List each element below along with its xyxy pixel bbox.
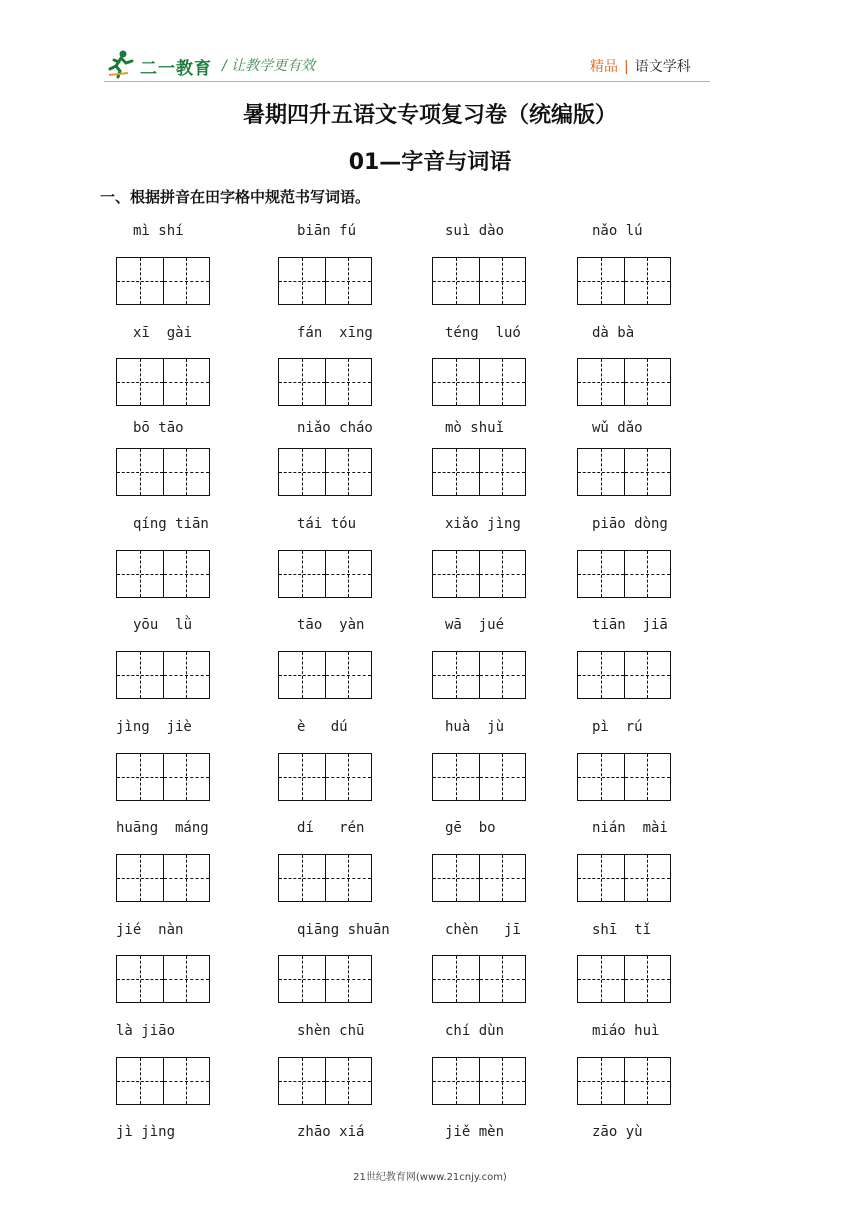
tianzige-cell[interactable] <box>479 258 526 304</box>
tianzige-cell[interactable] <box>117 754 163 800</box>
tianzige-cell[interactable] <box>325 258 372 304</box>
tianzige-answer-box[interactable] <box>432 955 526 1003</box>
tianzige-cell[interactable] <box>163 1058 210 1104</box>
pinyin-label: dà bà <box>592 325 635 341</box>
tianzige-answer-box[interactable] <box>577 854 671 902</box>
pinyin-label: bō tāo <box>133 420 184 436</box>
tianzige-cell[interactable] <box>325 956 372 1002</box>
pinyin-label: tiān jiā <box>592 617 668 633</box>
tianzige-cell[interactable] <box>163 258 210 304</box>
page-subtitle: 01—字音与词语 <box>348 150 512 175</box>
page-title: 暑期四升五语文专项复习卷（统编版） <box>242 103 617 128</box>
pinyin-label: wā jué <box>445 617 505 633</box>
tianzige-cell[interactable] <box>117 551 163 597</box>
tianzige-cell[interactable] <box>479 652 526 698</box>
tianzige-answer-box[interactable] <box>432 1057 526 1105</box>
tianzige-cell[interactable] <box>163 652 210 698</box>
pinyin-label: shī tǐ <box>592 922 652 938</box>
tianzige-answer-box[interactable] <box>116 358 210 406</box>
runner-logo-icon <box>106 49 136 79</box>
tianzige-cell[interactable] <box>163 359 210 405</box>
pinyin-label: zāo yù <box>592 1124 643 1140</box>
tianzige-cell[interactable] <box>624 754 671 800</box>
tianzige-cell[interactable] <box>624 359 671 405</box>
pinyin-label: tāo yàn <box>297 617 365 633</box>
brand-slogan: / 让教学更有效 <box>222 58 316 74</box>
section-heading: 一、根据拼音在田字格中规范书写词语。 <box>100 188 371 206</box>
subject-tag <box>590 56 691 76</box>
pinyin-label: xī gài <box>133 325 193 341</box>
tianzige-cell[interactable] <box>163 449 210 495</box>
tianzige-cell[interactable] <box>433 652 479 698</box>
tianzige-cell[interactable] <box>279 258 325 304</box>
tianzige-cell[interactable] <box>479 551 526 597</box>
tianzige-cell[interactable] <box>433 258 479 304</box>
tianzige-cell[interactable] <box>578 1058 624 1104</box>
tianzige-cell[interactable] <box>279 551 325 597</box>
pinyin-label: shèn chū <box>297 1023 365 1039</box>
brand-name: 二一教育 <box>140 59 212 79</box>
tianzige-answer-box[interactable] <box>278 854 372 902</box>
tianzige-cell[interactable] <box>433 1058 479 1104</box>
tianzige-cell[interactable] <box>325 551 372 597</box>
premium-label: 精品 <box>590 59 618 75</box>
tianzige-cell[interactable] <box>433 855 479 901</box>
tianzige-answer-box[interactable] <box>432 448 526 496</box>
tianzige-cell[interactable] <box>479 956 526 1002</box>
pinyin-label: mò shuǐ <box>445 420 505 436</box>
tianzige-cell[interactable] <box>163 754 210 800</box>
tianzige-cell[interactable] <box>117 652 163 698</box>
tianzige-cell[interactable] <box>624 449 671 495</box>
page-footer: 21世纪教育网(www.21cnjy.com) <box>353 1172 507 1183</box>
tianzige-answer-box[interactable] <box>278 257 372 305</box>
tianzige-cell[interactable] <box>117 1058 163 1104</box>
tianzige-cell[interactable] <box>279 449 325 495</box>
tianzige-cell[interactable] <box>479 359 526 405</box>
tianzige-cell[interactable] <box>578 551 624 597</box>
tianzige-answer-box[interactable] <box>432 550 526 598</box>
pinyin-label: chí dùn <box>445 1023 505 1039</box>
pinyin-label: huà jù <box>445 719 505 735</box>
tianzige-cell[interactable] <box>479 855 526 901</box>
tianzige-cell[interactable] <box>433 551 479 597</box>
pinyin-label: yōu lǜ <box>133 617 193 633</box>
pinyin-label: è dú <box>297 719 348 735</box>
pinyin-label: biān fú <box>297 223 357 239</box>
tianzige-answer-box[interactable] <box>278 358 372 406</box>
pinyin-label: piāo dòng <box>592 516 668 532</box>
tag-separator: | <box>624 59 629 75</box>
tianzige-cell[interactable] <box>578 359 624 405</box>
tianzige-cell[interactable] <box>325 359 372 405</box>
tianzige-answer-box[interactable] <box>278 1057 372 1105</box>
tianzige-answer-box[interactable] <box>432 854 526 902</box>
tianzige-cell[interactable] <box>578 449 624 495</box>
pinyin-label: nián mài <box>592 820 668 836</box>
tianzige-answer-box[interactable] <box>577 257 671 305</box>
tianzige-cell[interactable] <box>117 855 163 901</box>
tianzige-cell[interactable] <box>279 1058 325 1104</box>
pinyin-label: suì dào <box>445 223 505 239</box>
tianzige-answer-box[interactable] <box>432 358 526 406</box>
tianzige-cell[interactable] <box>163 855 210 901</box>
subject-label: 语文学科 <box>634 59 691 75</box>
header-divider <box>104 81 710 82</box>
tianzige-cell[interactable] <box>279 359 325 405</box>
pinyin-label: nǎo lú <box>592 223 643 239</box>
tianzige-answer-box[interactable] <box>577 448 671 496</box>
pinyin-label: xiǎo jìng <box>445 516 521 532</box>
pinyin-label: téng luó <box>445 325 521 341</box>
tianzige-cell[interactable] <box>117 956 163 1002</box>
tianzige-cell[interactable] <box>117 258 163 304</box>
tianzige-cell[interactable] <box>117 359 163 405</box>
pinyin-label: jìng jiè <box>116 719 192 735</box>
pinyin-label: jié nàn <box>116 922 184 938</box>
tianzige-cell[interactable] <box>325 1058 372 1104</box>
pinyin-label: niǎo cháo <box>297 420 373 436</box>
tianzige-cell[interactable] <box>479 754 526 800</box>
tianzige-cell[interactable] <box>433 754 479 800</box>
tianzige-answer-box[interactable] <box>577 955 671 1003</box>
tianzige-cell[interactable] <box>117 449 163 495</box>
pinyin-label: là jiāo <box>116 1023 176 1039</box>
tianzige-cell[interactable] <box>163 551 210 597</box>
tianzige-answer-box[interactable] <box>116 257 210 305</box>
tianzige-cell[interactable] <box>624 956 671 1002</box>
pinyin-label: jiě mèn <box>445 1124 505 1140</box>
tianzige-answer-box[interactable] <box>116 854 210 902</box>
tianzige-cell[interactable] <box>325 449 372 495</box>
tianzige-cell[interactable] <box>624 1058 671 1104</box>
tianzige-cell[interactable] <box>578 754 624 800</box>
pinyin-label: gē bo <box>445 820 496 836</box>
tianzige-cell[interactable] <box>163 956 210 1002</box>
pinyin-label: jì jìng <box>116 1124 176 1140</box>
tianzige-answer-box[interactable] <box>577 358 671 406</box>
pinyin-label: pì rú <box>592 719 643 735</box>
tianzige-answer-box[interactable] <box>116 753 210 801</box>
tianzige-cell[interactable] <box>325 754 372 800</box>
tianzige-cell[interactable] <box>433 956 479 1002</box>
tianzige-cell[interactable] <box>279 855 325 901</box>
tianzige-answer-box[interactable] <box>278 651 372 699</box>
tianzige-cell[interactable] <box>433 359 479 405</box>
tianzige-cell[interactable] <box>578 956 624 1002</box>
tianzige-cell[interactable] <box>479 1058 526 1104</box>
pinyin-label: miáo huì <box>592 1023 660 1039</box>
tianzige-cell[interactable] <box>578 855 624 901</box>
tianzige-answer-box[interactable] <box>278 753 372 801</box>
tianzige-cell[interactable] <box>479 449 526 495</box>
pinyin-label: huāng máng <box>116 820 209 836</box>
tianzige-cell[interactable] <box>624 652 671 698</box>
tianzige-cell[interactable] <box>624 855 671 901</box>
pinyin-label: tái tóu <box>297 516 357 532</box>
tianzige-answer-box[interactable] <box>116 1057 210 1105</box>
tianzige-answer-box[interactable] <box>432 257 526 305</box>
tianzige-answer-box[interactable] <box>278 448 372 496</box>
tianzige-cell[interactable] <box>279 652 325 698</box>
tianzige-cell[interactable] <box>325 855 372 901</box>
tianzige-answer-box[interactable] <box>116 955 210 1003</box>
tianzige-cell[interactable] <box>325 652 372 698</box>
tianzige-answer-box[interactable] <box>577 651 671 699</box>
tianzige-cell[interactable] <box>578 652 624 698</box>
tianzige-answer-box[interactable] <box>577 753 671 801</box>
tianzige-answer-box[interactable] <box>116 651 210 699</box>
pinyin-label: mì shí <box>133 223 184 239</box>
tianzige-answer-box[interactable] <box>577 550 671 598</box>
tianzige-answer-box[interactable] <box>278 550 372 598</box>
tianzige-cell[interactable] <box>279 956 325 1002</box>
pinyin-label: wǔ dǎo <box>592 420 643 436</box>
tianzige-answer-box[interactable] <box>432 753 526 801</box>
pinyin-label: fán xīng <box>297 325 373 341</box>
pinyin-label: dí rén <box>297 820 365 836</box>
tianzige-cell[interactable] <box>578 258 624 304</box>
tianzige-cell[interactable] <box>624 258 671 304</box>
tianzige-answer-box[interactable] <box>577 1057 671 1105</box>
tianzige-cell[interactable] <box>433 449 479 495</box>
tianzige-cell[interactable] <box>624 551 671 597</box>
tianzige-answer-box[interactable] <box>116 550 210 598</box>
tianzige-answer-box[interactable] <box>116 448 210 496</box>
pinyin-label: qíng tiān <box>133 516 209 532</box>
pinyin-label: qiāng shuān <box>297 922 390 938</box>
pinyin-label: zhāo xiá <box>297 1124 365 1140</box>
page-header <box>0 0 860 90</box>
tianzige-cell[interactable] <box>279 754 325 800</box>
tianzige-answer-box[interactable] <box>278 955 372 1003</box>
tianzige-answer-box[interactable] <box>432 651 526 699</box>
pinyin-label: chèn jī <box>445 922 521 938</box>
